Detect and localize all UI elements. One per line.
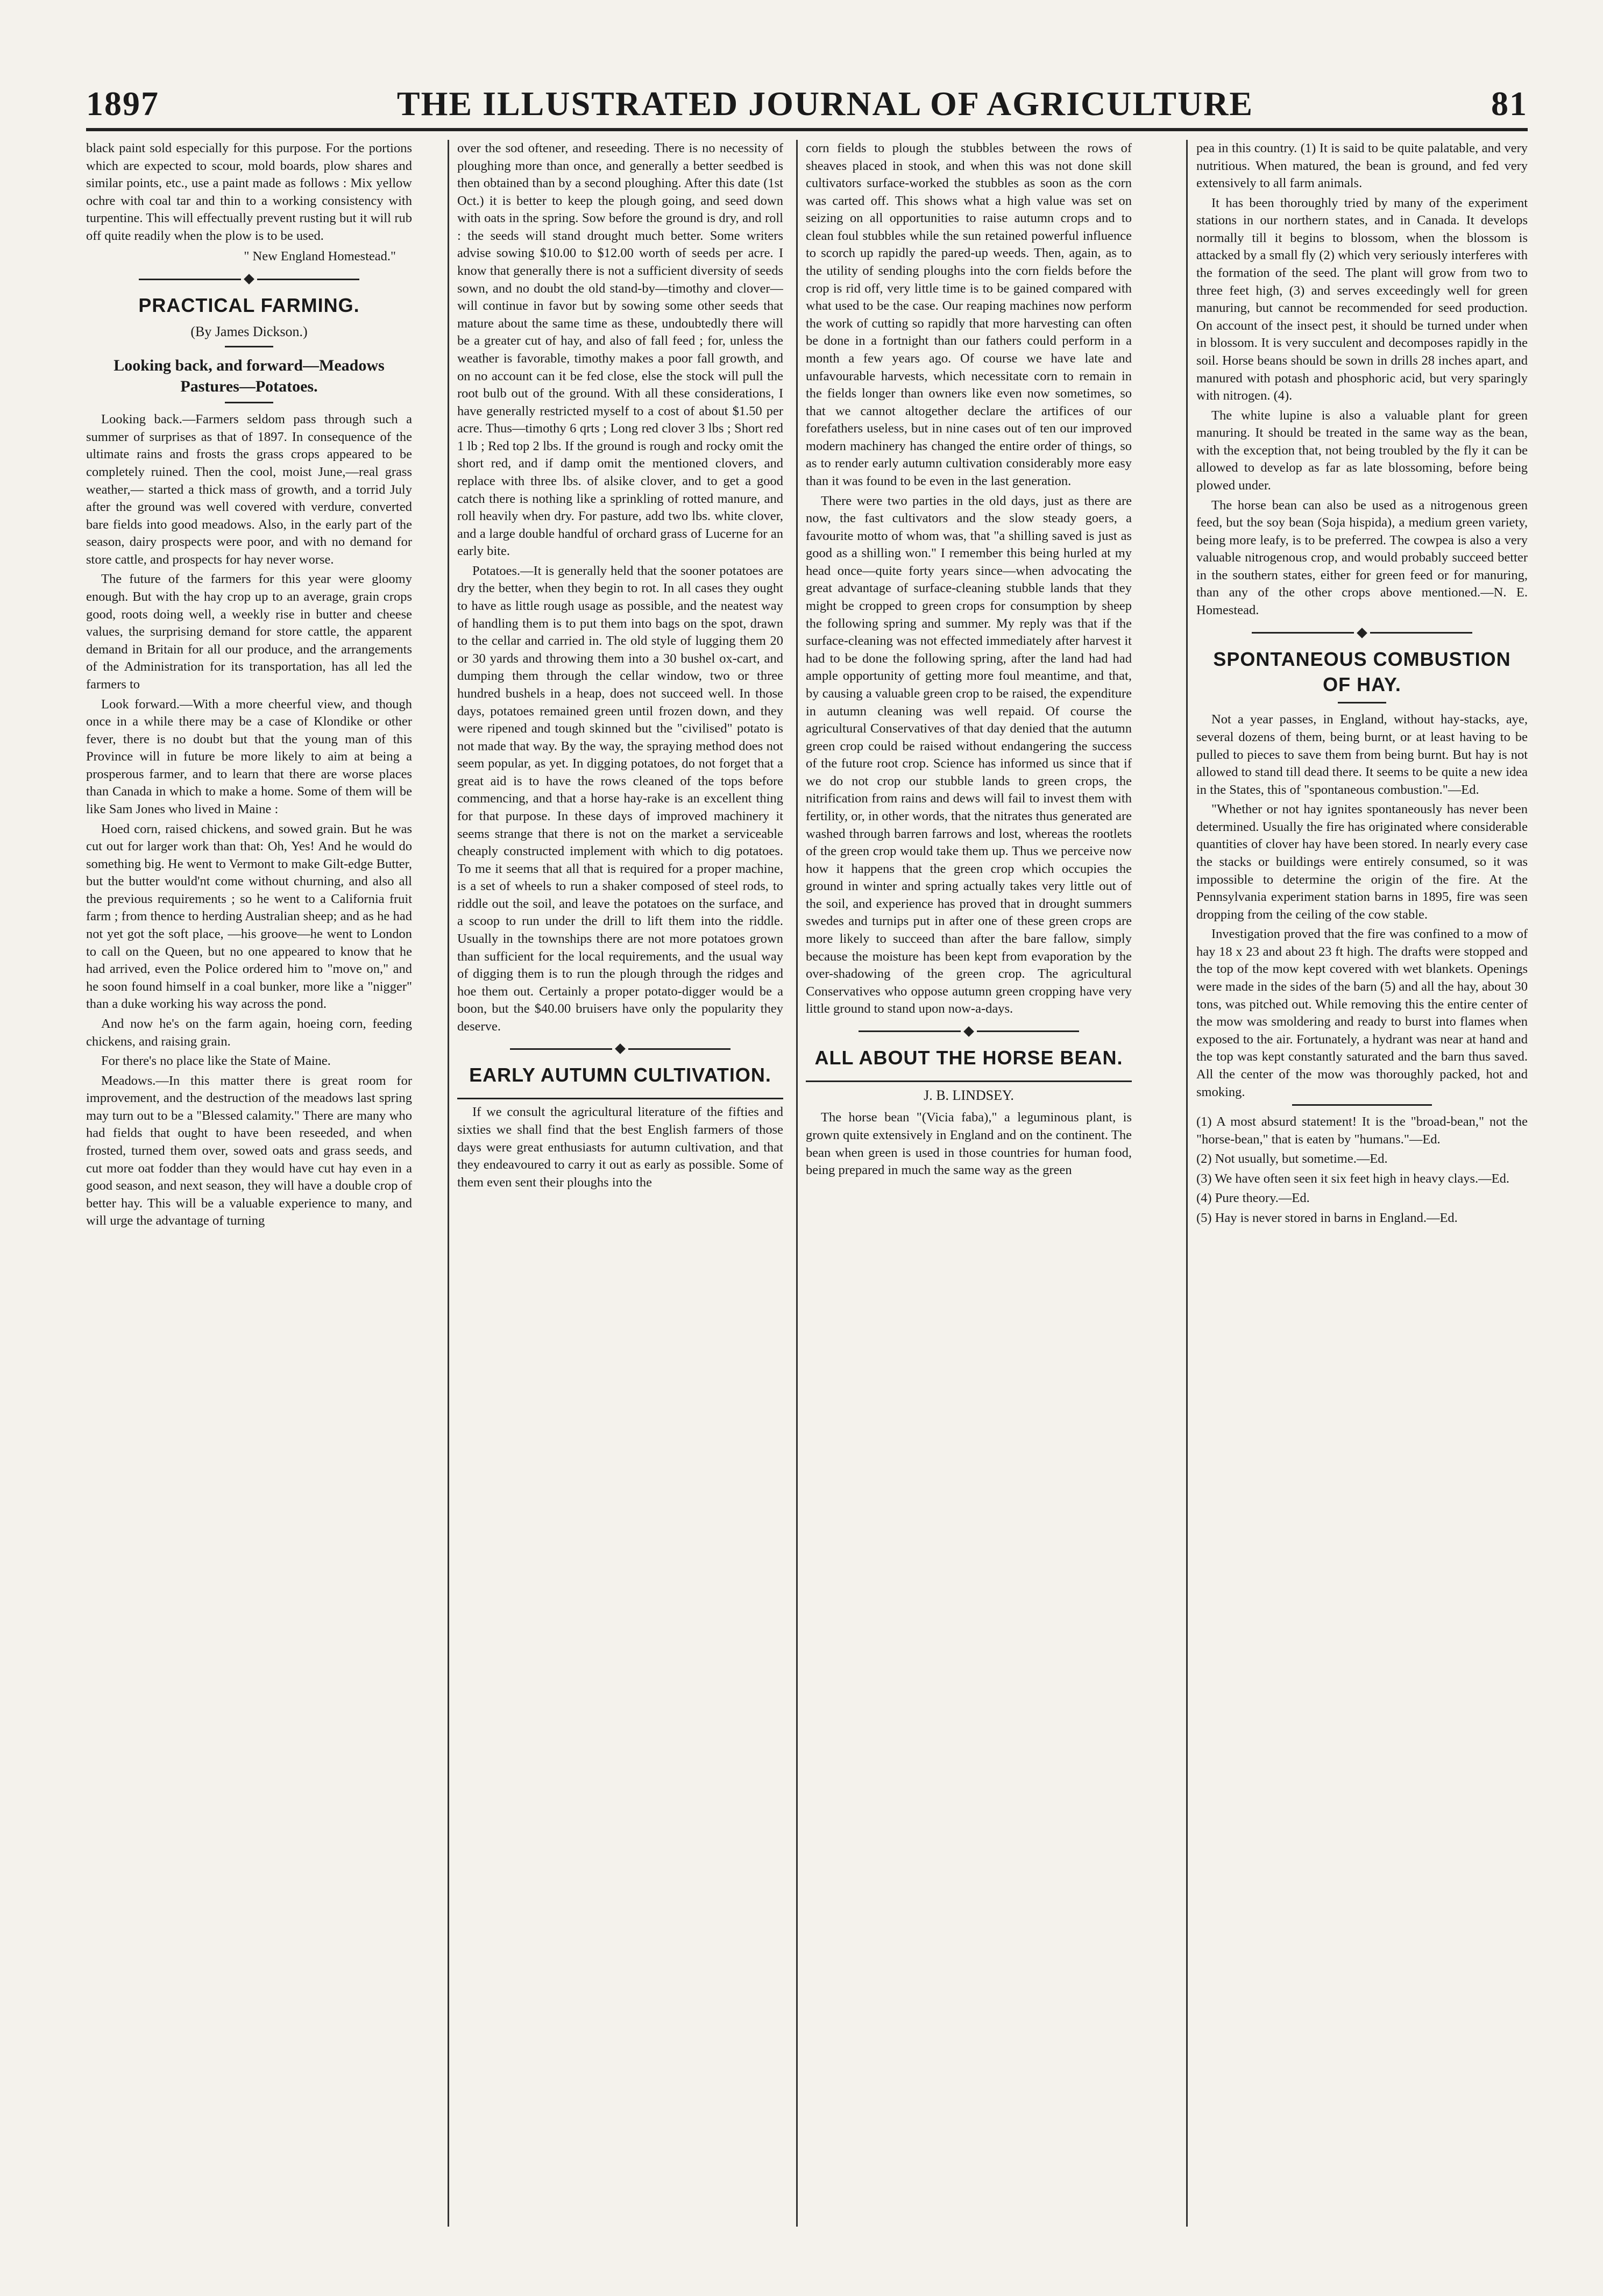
footnote: (2) Not usually, but sometime.—Ed. [1196,1151,1388,1167]
article-heading-spontaneous-combustion: SPONTANEOUS COMBUSTION OF HAY. [1213,648,1511,696]
paragraph: black paint sold especially for this purpose. For the portions which are expected to scour, mold boards, plow shares and similar points, etc., use a paint made as follows : Mix yellow ochre with coal tar and thin to a working consistency with turpentine. This will effectually prevent rusting but it will rub off quite readily when the plow is to be used. [86,141,412,243]
paragraph: And now he's on the farm again, hoeing corn, feeding chickens, and raising grain. [86,1016,412,1049]
section-divider [1196,629,1528,637]
paragraph: For there's no place like the State of Maine. [101,1054,331,1069]
column-2 [457,140,783,2227]
paragraph: The future of the farmers for this year were gloomy enough. But with the hay crop up to an average, grain crops good, roots doing well, a weekly rise in butter and cheese values, the surprising demand for store cattle, the apparent demand in Britain for all our produce, and the arrangements of the Administration for its transportation, has all led the farmers to [86,572,412,692]
header-year: 1897 [86,84,159,123]
short-rule [1338,702,1386,703]
heading-rule [457,1098,783,1099]
short-rule [225,346,273,347]
footnote-rule [1292,1104,1432,1106]
article-heading-practical-farming: PRACTICAL FARMING. [138,294,360,317]
page-header [86,81,1528,124]
paragraph: There were two parties in the old days, just as there are now, the fast cultivators and the slow steady goers, a favourite motto of whom was, that "a shilling saved is just as good as a shilling won." I remember this being hurled at my head once—quite forty years since—when advocating the great advantage of surface-cleaning stubble lands that they might be cropped to green crops for consumption by sheep the following spring and summer. My reply was that if the surface-cleaning was not effected immediately after harvest it had to be done the following spring, after the land had had ample opportunity of getting more foul meantime, and that, by causing a valuable green crop to be raised, the expenditure in autumn cleaning was well repaid. Of course the agricultural Conservatives of that day denied that the autumn green crop could be raised without endangering the success of the future root crop. Science has informed us since that if we do not crop our stubble lands to green crops, the nitrification from rains and dews will fail to invest them with fertility, or, in other words, that the nitrates thus generated are washed through barren farrows and lost, whereas the rootlets of the green crop would take them up. Thus we perceive now how it happens that the green crop which occupies the ground in winter and spring actually takes very little out of the soil, and experience has proved that in drought summers swedes and turnips put in after one of these green crops are more likely to succeed than after the bare fallow, simply because the moisture has been kept from evaporation by the over-shadowing of the green crop. The agricultural Conservatives who oppose autumn green cropping have very little ground to stand upon now-a-days. [806,493,1132,1017]
article-heading-horse-bean: ALL ABOUT THE HORSE BEAN. [814,1046,1123,1069]
footnote: (4) Pure theory.—Ed. [1196,1191,1310,1206]
section-divider [86,275,412,283]
column-3 [806,140,1132,2227]
footnote: (1) A most absurd statement! It is the "broad-bean," not the "horse-bean," that is eaten by "humans."—Ed. [1196,1114,1528,1147]
paragraph: Meadows.—In this matter there is great room for improvement, and the destruction of the meadows last spring may turn out to be a "Blessed calamity." There are many who had fields that ought to have been reseeded, and when frosted, turned them over, sowed oats and grass seeds, and cut more oat fodder than they would have cut hay even in a good season, and next season, they will have a double crop of better hay. This will be a valuable experience to many, and will urge the advantage of turning [86,1073,412,1228]
column-rule [1186,140,1188,2227]
section-divider [457,1045,783,1053]
article-subhead: Looking back, and forward—Meadows Pastures—Potatoes. [114,356,385,396]
column-4 [1196,140,1528,2227]
footnote: (5) Hay is never stored in barns in England.—Ed. [1196,1210,1458,1225]
paragraph: The horse bean can also be used as a nitrogenous green feed, but the soy bean (Soja hispida), a medium green variety, being more leafy, is to be preferred. The cowpea is also a very valuable nitrogenous crop, and would probably succeed better in the southern states, either for green feed or for manuring, than any of the other crops above mentioned.—N. E. Homestead. [1196,497,1528,618]
paragraph: The horse bean "(Vicia faba)," a leguminous plant, is grown quite extensively in England and on the continent. The bean when green is used in those countries for human food, being prepared in much the same way as the green [806,1110,1132,1178]
paragraph: corn fields to plough the stubbles between the rows of sheaves placed in stook, and when this was not done skill cultivators surface-worked the stubbles as soon as the corn was carted off. This shows what a high value was set on seizing on all opportunities to raise autumn crops and to clean foul stubbles while the sun retained powerful influence to scorch up rapidly the pared-up weeds. Then, again, as to the utility of sending ploughs into the corn fields before the crop is rid off, very little time is to be gained compared with what used to be the case. Our reaping machines now perform the work of cutting so rapidly that more harvesting can often be done in a fortnight than our fathers could perform in a month a few years ago. Of course we have late and unfavourable harvests, which necessitate corn to remain in the fields longer than owners like even now sometimes, so that we cannot altogether declare the artifices of our forefathers useless, but in nine cases out of ten our improved modern machinery has changed the entire order of things, so as to render early autumn cultivation considerably more easy than it was found to be even in the last generation. [806,141,1132,488]
paragraph: If we consult the agricultural literature of the fifties and sixties we shall find that the best English farmers of those days were great enthusiasts for autumn cultivation, and that they endeavoured to carry it out as early as possible. Some of them even sent their ploughs into the [457,1105,783,1190]
section-divider [806,1028,1132,1035]
column-rule [796,140,798,2227]
heading-rule [806,1081,1132,1082]
paragraph: The white lupine is also a valuable plant for green manuring. It should be treated in the same way as the bean, with the exception that, not being troubled by the fly it can be allowed to develop as far as late blossoming, before being plowed under. [1196,408,1528,493]
paragraph: Not a year passes, in England, without hay-stacks, aye, several dozens of them, being burnt, or at least having to be pulled to pieces to save them from being burnt. But hay is not allowed to stand till dead there. It seems to be quite a new idea in the States, this of "spontaneous combustion."—Ed. [1196,712,1528,797]
column-1 [86,140,412,2227]
short-rule [225,402,273,403]
article-byline: (By James Dickson.) [190,323,308,339]
header-rule [86,128,1528,131]
paragraph: pea in this country. (1) It is said to be quite palatable, and very nutritious. When matured, the bean is ground, and fed very extensively to all farm animals. [1196,141,1528,191]
article-byline: J. B. LINDSEY. [924,1087,1014,1103]
paragraph: Look forward.—With a more cheerful view, and though once in a while there may be a case of Klondike or other fever, there is no doubt but that the young man of this Province will in future be more likely to aim at being a prosperous farmer, and to learn that there are worse places than Canada in which to make a home. Some of them will be like Sam Jones who lived in Maine : [86,696,412,816]
paragraph: Investigation proved that the fire was confined to a mow of hay 18 x 23 and about 23 ft high. The drafts were stopped and the top of the mow kept covered with wet blankets. Openings were made in the sides of the barn (5) and all the hay, about 30 tons, was pitched out. While removing this the entire center of the mow was smoldering and ready to burst into flames when exposed to the air. Fortunately, a hydrant was near at hand and the top was kept constantly saturated and the barn thus saved. All the center of the mow was thoroughly packed, hot and smoking. [1196,927,1528,1099]
paragraph: It has been thoroughly tried by many of the experiment stations in our northern states, and in Canada. It develops normally till it begins to blossom, when the blossom is attacked by a small fly (2) which very seriously interferes with the formation of the seed. The plant will grow from two to three feet high, (3) and serves exceedingly well for green manuring, but cannot be recommended for seed production. On account of the insect pest, it should be turned under when in blossom. It is very succulent and decomposes rapidly in the soil. Horse beans should be sown in drills 28 inches apart, and manured with potash and phosphoric acid, but very sparingly with nitrogen. (4). [1196,195,1528,403]
paragraph: Hoed corn, raised chickens, and sowed grain. But he was cut out for larger work than that: Oh, Yes! And he would do something big. He went to Vermont to make Gilt-edge Butter, but the butter would'nt come without churning, and also all the previous requirements ; so he went to a California fruit farm ; from thence to herding Australian sheep; and as he had not yet got the soft place, —his groove—he went to London to call on the Queen, but no one appeared to know that he had arrived, even the Police ordered him to "move on," and he soon found himself in a coal bunker, more like a "nigger" than a duke working his way across the pond. [86,821,412,1012]
source-credit: " New England Homestead." [244,249,396,264]
paragraph: "Whether or not hay ignites spontaneously has never been determined. Usually the fire has originated where considerable quantities of clover hay have been stored. In nearly every case the stacks or buildings were entirely consumed, so it was impossible to determine the origin of the fire. At the Pennsylvania experiment station barns in 1895, fire was seen dropping from the ceiling of the cow stable. [1196,802,1528,922]
paragraph: Potatoes.—It is generally held that the sooner potatoes are dry the better, when they begin to rot. In all cases they ought to have as little rough usage as possible, and the neatest way of handling them is to put them into bags on the spot, drawn to the cellar and carried in. The old style of lugging them 20 or 30 yards and throwing them into a 30 bushel ox-cart, and dumping them through the cellar window, two or three hundred bushels in a heap, does not succeed well. In those days, potatoes remained green until frozen down, and they were ripened and tough skinned but the "civilised" potato is not made that way. By the way, the spraying method does not seem popular, as yet. In digging potatoes, do not forget that a great aid is to have the rows cleaned of the tops before commencing, and that a horse hay-rake is an excellent thing for that purpose. In these days of improved machinery it seems strange that there is not on the market a serviceable cheaply constructed implement with which to dig potatoes. To me it seems that all that is required for a proper machine, is a set of wheels to run a shaker composed of steel rods, to riddle out the soil, and leave the potatoes on the surface, and a scoop to run under the drill to lift them into the riddle. Usually in the townships there are not more potatoes grown than sufficient for the local requirements, and the usual way of digging them is to run the plough through the ridges and hoe them out. Certainly a proper potato-digger would be a boon, but the $40.00 bruisers have only the popularity they deserve. [457,563,783,1034]
page-number: 81 [1491,84,1528,123]
journal-title: THE ILLUSTRATED JOURNAL OF AGRICULTURE [396,84,1254,123]
paragraph: Looking back.—Farmers seldom pass through such a summer of surprises as that of 1897. In consequence of the ultimate rains and frosts the grass crops appeared to be completely ruined. Then the cool, moist June,—real grass weather,— started a thick mass of growth, and a torrid July after the ground was well covered with verdure, converted bare fields into good meadows. Also, in the early part of the season, dairy prospects were poor, and with no demand for store cattle, and prospects for hay never worse. [86,412,412,567]
paragraph: over the sod oftener, and reseeding. There is no necessity of ploughing more than once, and generally a better seedbed is then obtained than by a second ploughing. After this date (1st Oct.) it is better to keep the plough going, and seed down with oats in the spring. Sow before the ground is dry, and roll : the seeds will stand drought much better. Some writers advise sowing $10.00 to $12.00 worth of seeds per acre. I know that generally there is not a sufficient diversity of seeds sown, and no doubt the old stand-by—timothy and clover—will continue in favor but by sowing some other seeds that mature about the same time as these, undoubtedly there will be a greater cut of hay, and also of fall feed ; for, unless the weather is favorable, timothy makes a poor fall growth, and on no account can it be fed close, else the stock will pull the root bulb out of the ground. With all these considerations, I have generally restricted myself to a cost of about $1.50 per acre. Thus—timothy 6 qrts ; Long red clover 3 lbs ; Short red 1 lb ; Red top 2 lbs. If the ground is rough and rocky omit the short red, and if damp omit the mentioned clovers, and replace with three lbs. of alsike clover, and to get a good catch there is nothing like a sprinkling of rotted manure, and roll heavily when dry. For pasture, add two lbs. white clover, and a large double handful of orchard grass of Lucerne for an early bite. [457,141,783,559]
footnote: (3) We have often seen it six feet high in heavy clays.—Ed. [1196,1171,1509,1186]
article-heading-early-autumn: EARLY AUTUMN CULTIVATION. [469,1064,771,1086]
column-rule [448,140,449,2227]
